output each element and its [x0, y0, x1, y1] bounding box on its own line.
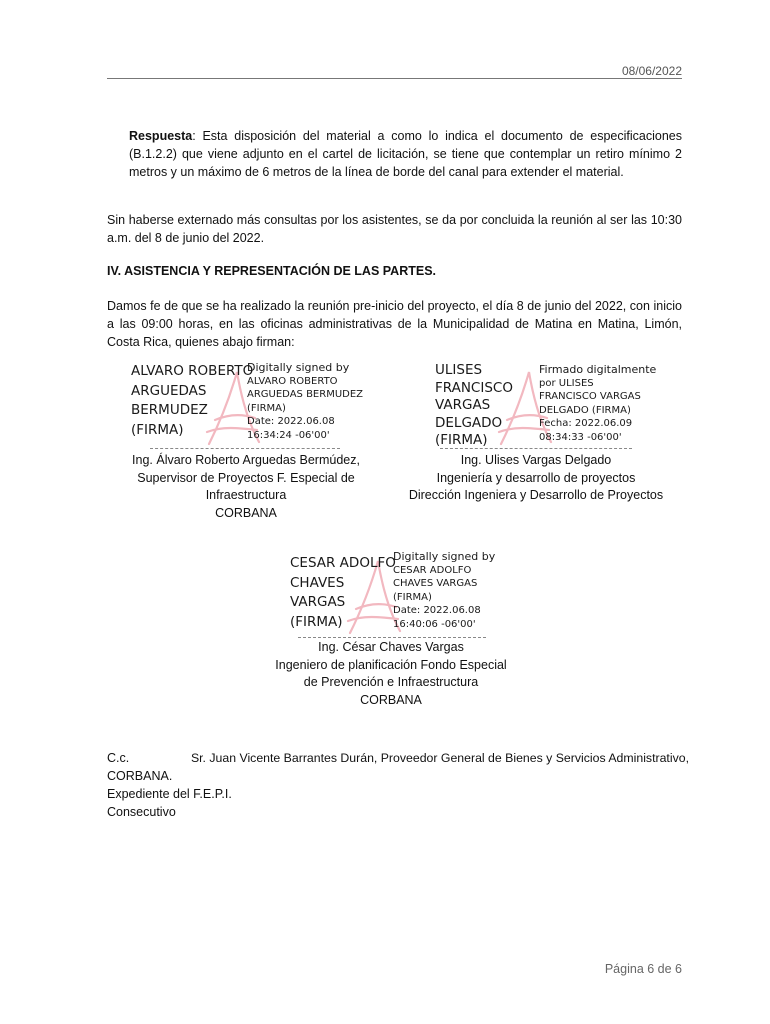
signer-name-line: (FIRMA) [131, 421, 184, 438]
signature-detail-line: ALVARO ROBERTO [247, 375, 338, 387]
signature-detail-line: DELGADO (FIRMA) [539, 404, 631, 416]
cc-first-line [107, 749, 689, 767]
signature-line-1 [150, 448, 340, 449]
signature-detail-line: 16:34:24 -06'00' [247, 429, 330, 441]
signature-detail-line: (FIRMA) [247, 402, 286, 414]
signature-detail-line: por ULISES [539, 377, 594, 389]
signature-line-2 [440, 448, 632, 449]
signature-detail-line: FRANCISCO VARGAS [539, 391, 641, 403]
caption-line: Infraestructura [205, 488, 287, 502]
header-rule [107, 78, 682, 79]
signature-detail-line: Digitally signed by [393, 550, 496, 563]
cc-line: Consecutivo [107, 805, 176, 819]
section-heading: IV. ASISTENCIA Y REPRESENTACIÓN DE LAS PARTES. [107, 264, 436, 278]
signature-detail-line: ARGUEDAS BERMUDEZ [247, 389, 364, 401]
signer-name-line: VARGAS [290, 594, 346, 610]
caption-line: CORBANA [215, 505, 277, 520]
signature-line-3 [298, 637, 486, 638]
caption-line: Ing. César Chaves Vargas [318, 640, 464, 654]
caption-line: Ing. Ulises Vargas Delgado [460, 453, 612, 467]
answer-label: Respuesta [129, 129, 193, 143]
signature-details-3 [393, 550, 495, 632]
signer-name-line: (FIRMA) [435, 432, 488, 448]
signer-name-line: FRANCISCO [435, 379, 513, 396]
caption-line: Ingeniero de planificación Fondo Especial [275, 657, 507, 672]
signer-caption-1 [107, 452, 385, 522]
signature-detail-line: Date: 2022.06.08 [393, 605, 481, 617]
signature-detail-line: (FIRMA) [393, 591, 432, 603]
signer-name-line: CESAR ADOLFO [290, 555, 396, 571]
signature-block-3 [290, 550, 520, 639]
closing-paragraph: Sin haberse externado más consultas por los asistentes, se da por concluida la reunión al ser las 10:30 a.m. del 8 de junio del 2022. [107, 213, 682, 245]
signature-detail-line: Fecha: 2022.06.09 [539, 418, 633, 430]
answer-paragraph [129, 127, 682, 181]
caption-line: Dirección Ingeniera y Desarrollo de Proyectos [408, 488, 664, 502]
header-date: 08/06/2022 [621, 64, 682, 78]
cc-line: Expediente del F.E.P.I. [107, 787, 232, 801]
signature-block-1 [131, 362, 371, 452]
signature-detail-line: Firmado digitalmente [539, 363, 657, 376]
signer-name-line: VARGAS [435, 397, 491, 413]
attendance-paragraph: Damos fe de que se ha realizado la reunión pre-inicio del proyecto, el día 8 de junio del 2022, con inicio a las 09:00 horas, en las oficinas administrativas de la Municipalidad de Matina en Matina, Limón, Costa Rica, quienes abajo firman: [107, 299, 682, 349]
caption-line: Ing. Álvaro Roberto Arguedas Bermúdez, [132, 453, 360, 467]
signer-name-line: DELGADO [435, 414, 503, 431]
caption-line: Ingeniería y desarrollo de proyectos [436, 470, 636, 485]
signer-name-line: BERMUDEZ [131, 402, 208, 418]
signer-name-1 [131, 362, 253, 440]
signer-name-line: CHAVES [290, 574, 345, 591]
signature-details-1 [247, 361, 363, 443]
signature-detail-line: CESAR ADOLFO [393, 564, 472, 576]
answer-text: : Esta disposición del material a como lo indica el documento de especificaciones (B.1.2.2) que viene adjunto en el cartel de licitación, se tiene que contemplar un retiro mínimo 2 metros y un máximo de 6 metros de la línea de borde del canal para extender el material. [129, 129, 682, 179]
caption-line: Supervisor de Proyectos F. Especial de [137, 470, 355, 485]
signer-name-line: ALVARO ROBERTO [131, 363, 254, 379]
cc-recipient: Sr. Juan Vicente Barrantes Durán, Proveedor General de Bienes y Servicios Administrativo, [190, 751, 689, 765]
signer-caption-3 [250, 639, 532, 709]
signature-detail-line: Date: 2022.06.08 [247, 416, 335, 428]
cc-block [107, 749, 689, 821]
signer-name-2 [435, 362, 513, 450]
signature-details-2 [539, 363, 656, 445]
signature-detail-line: CHAVES VARGAS [393, 578, 478, 590]
signer-name-line: ULISES [435, 362, 483, 378]
cc-line: CORBANA. [107, 769, 173, 783]
page-number: Página 6 de 6 [604, 962, 682, 976]
signer-name-line: ARGUEDAS [131, 382, 207, 399]
cc-prefix: C.c. [107, 751, 130, 765]
signature-detail-line: 16:40:06 -06'00' [393, 618, 476, 630]
caption-line: de Prevención e Infraestructura [303, 675, 479, 689]
signature-block-2 [435, 362, 665, 452]
signer-name-line: (FIRMA) [290, 613, 343, 630]
signature-detail-line: Digitally signed by [247, 361, 350, 374]
signature-detail-line: 08:34:33 -06'00' [539, 431, 622, 443]
signer-caption-2 [400, 452, 672, 505]
signer-name-3 [290, 554, 396, 632]
caption-line: CORBANA [360, 692, 422, 707]
